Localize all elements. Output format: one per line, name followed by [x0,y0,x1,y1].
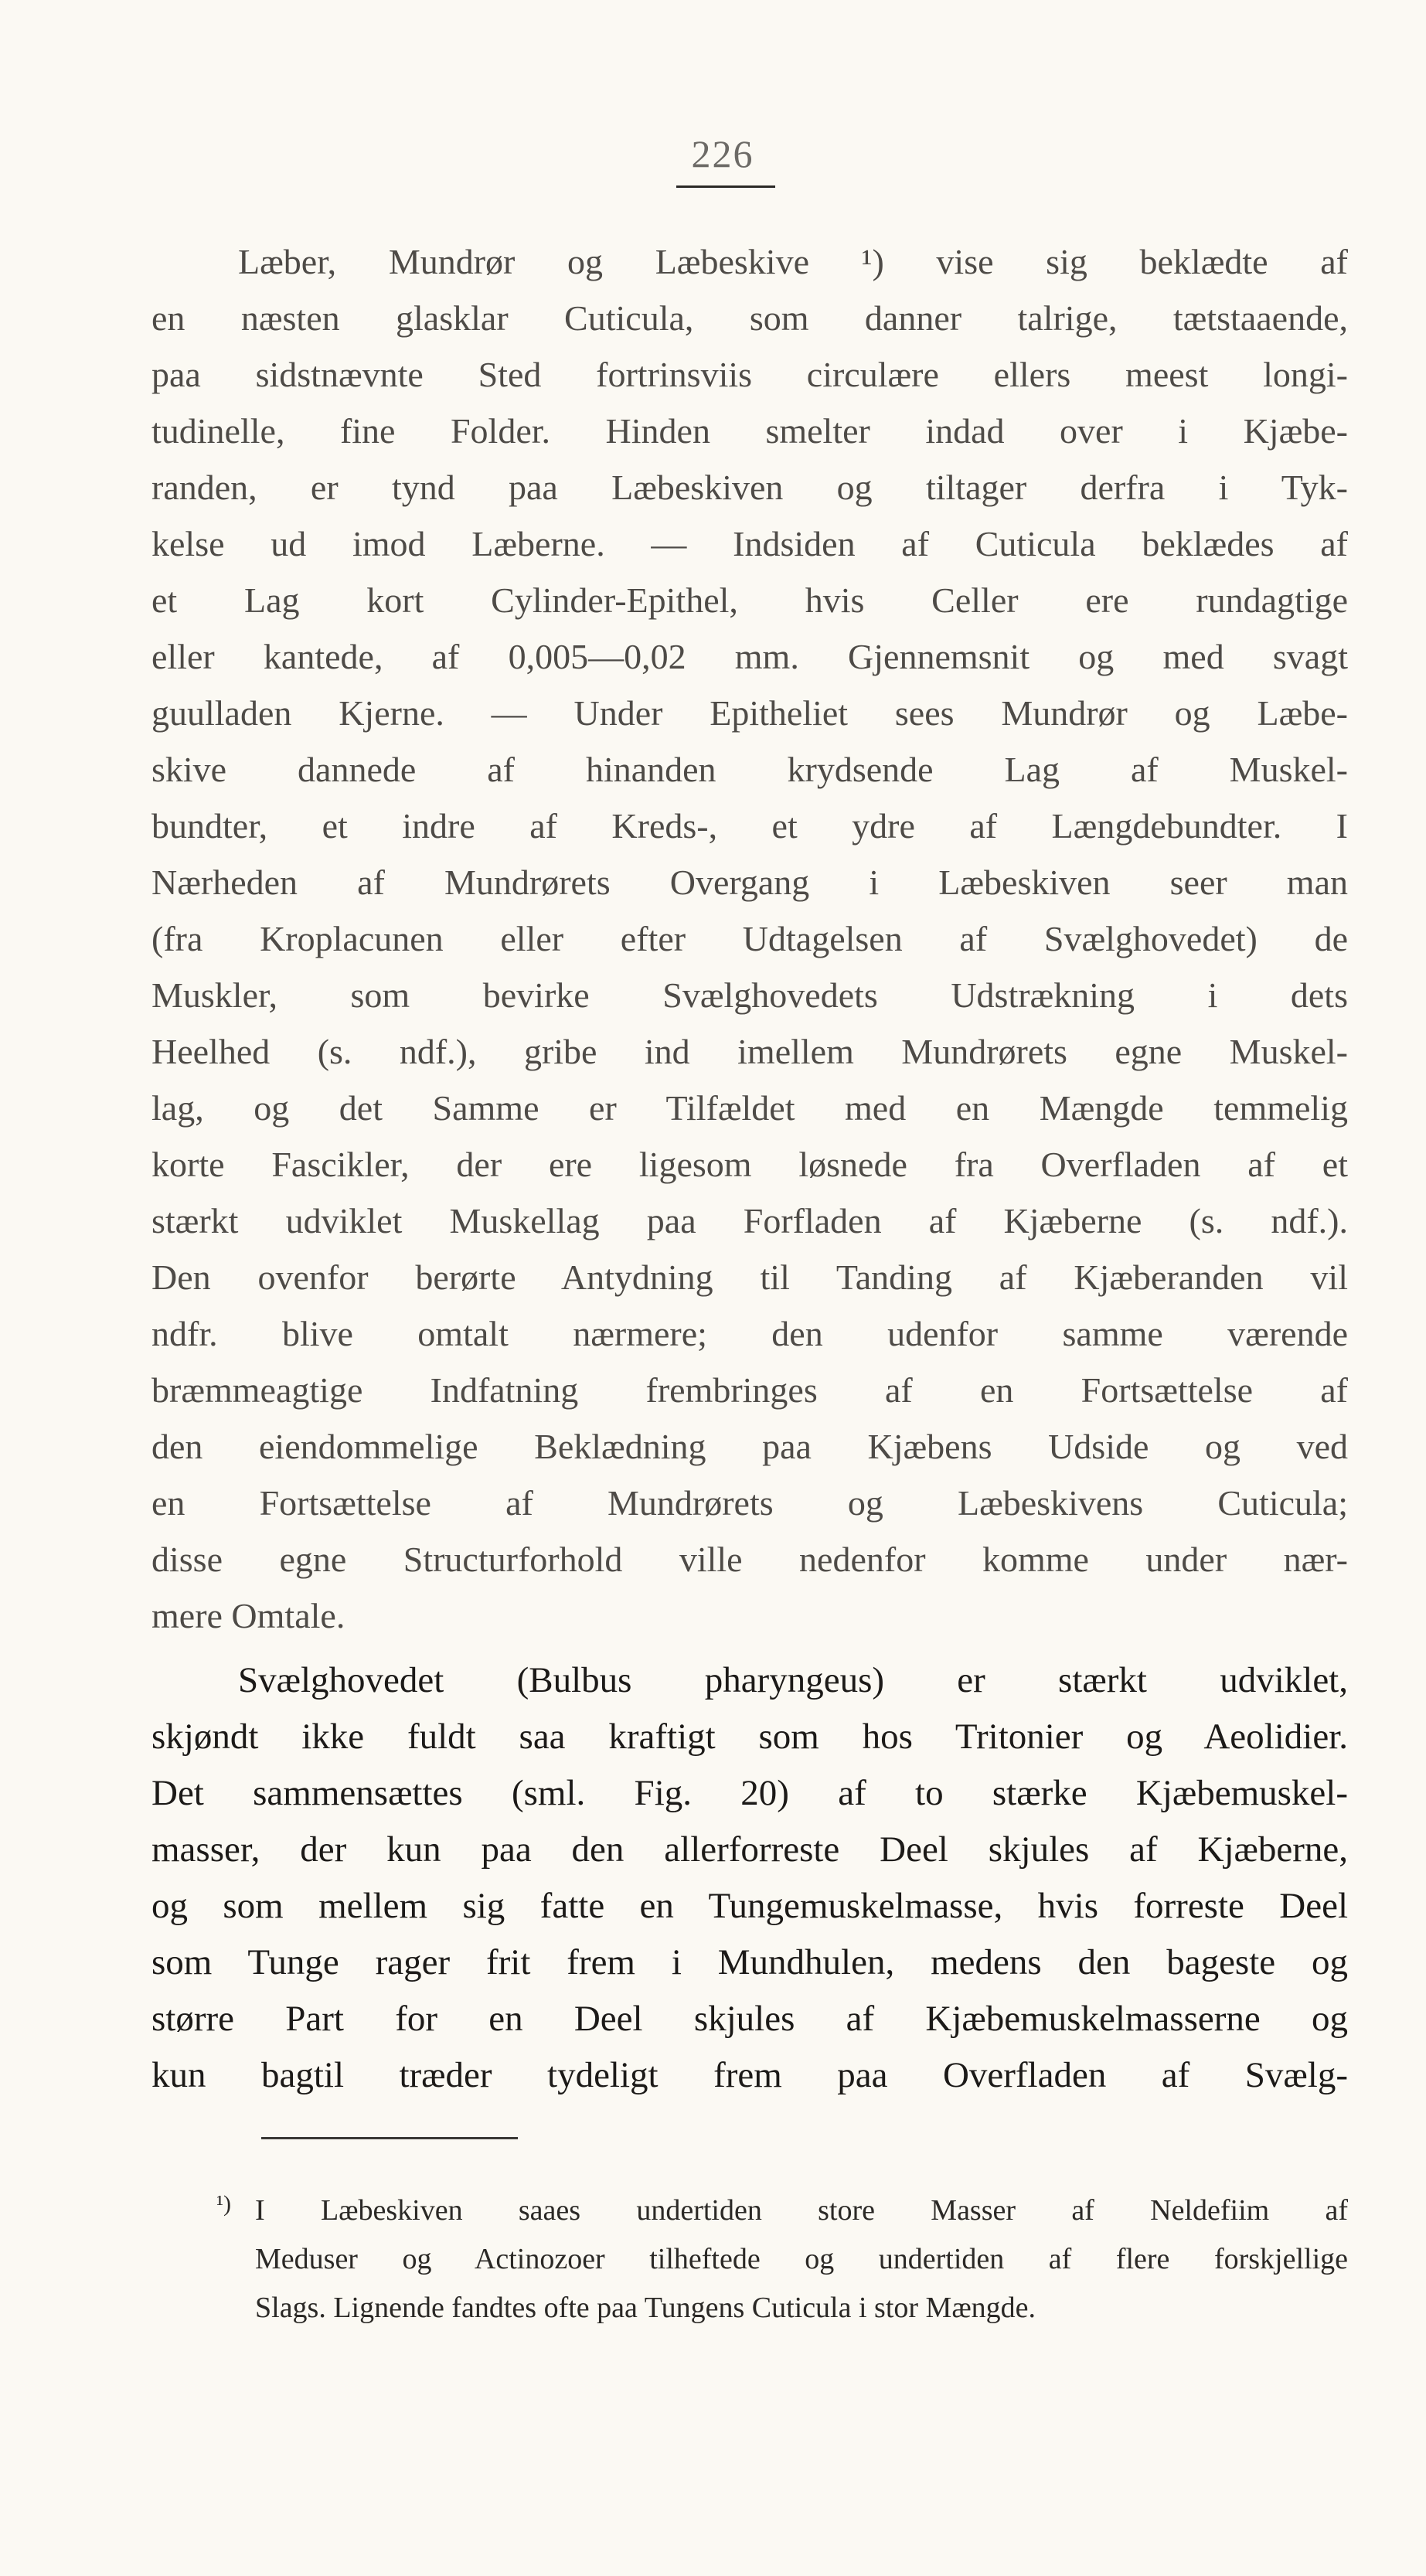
footnote-separator [261,2137,518,2139]
footnote-marker: ¹) [216,2191,231,2217]
text-line: Muskler, som bevirke Svælghovedets Udstrækning i dets [151,975,1348,1015]
footnote-line: I Læbeskiven saaes undertiden store Masser af Neldefiim af [255,2194,1348,2227]
text-line: ndfr. blive omtalt nærmere; den udenfor samme værende [151,1314,1348,1353]
text-line: Den ovenfor berørte Antydning til Tanding af Kjæberanden vil [151,1257,1348,1297]
text-line: som Tunge rager frit frem i Mundhulen, medens den bageste og [151,1942,1348,1982]
text-line: bundter, et indre af Kreds-, et ydre af Længdebundter. I [151,806,1348,846]
footnote-line: Slags. Lignende fandtes ofte paa Tungens Cuticula i stor Mængde. [255,2292,1036,2324]
text-line: guulladen Kjerne. — Under Epitheliet sees Mundrør og Læbe- [151,693,1348,733]
text-line: paa sidstnævnte Sted fortrinsviis circulære ellers meest longi- [151,355,1348,394]
text-line: en næsten glasklar Cuticula, som danner talrige, tætstaaende, [151,298,1348,338]
text-line: tudinelle, fine Folder. Hinden smelter indad over i Kjæbe- [151,411,1348,451]
text-line: randen, er tynd paa Læbeskiven og tiltager derfra i Tyk- [151,468,1348,507]
text-line: masser, der kun paa den allerforreste Deel skjules af Kjæberne, [151,1829,1348,1870]
text-line: lag, og det Samme er Tilfældet med en Mængde temmelig [151,1088,1348,1128]
text-line: Svælghovedet (Bulbus pharyngeus) er stærkt udviklet, [238,1660,1348,1700]
text-line: disse egne Structurforhold ville nedenfor komme under nær- [151,1540,1348,1579]
page-number-underline [676,185,775,188]
text-line: et Lag kort Cylinder-Epithel, hvis Celler ere rundagtige [151,580,1348,620]
text-line: Heelhed (s. ndf.), gribe ind imellem Mundrørets egne Muskel- [151,1032,1348,1071]
text-line: korte Fascikler, der ere ligesom løsnede fra Overfladen af et [151,1145,1348,1184]
text-line: eller kantede, af 0,005—0,02 mm. Gjennemsnit og med svagt [151,637,1348,676]
text-line: Læber, Mundrør og Læbeskive ¹) vise sig beklædte af [238,242,1348,281]
text-line: den eiendommelige Beklædning paa Kjæbens Udside og ved [151,1427,1348,1466]
text-line: kun bagtil træder tydeligt frem paa Overfladen af Svælg- [151,2055,1348,2095]
text-line: skive dannede af hinanden krydsende Lag af Muskel- [151,750,1348,789]
footnote-line: Meduser og Actinozoer tilheftede og undertiden af flere forskjellige [255,2243,1348,2275]
text-line: (fra Kroplacunen eller efter Udtagelsen af Svælghovedet) de [151,919,1348,958]
text-line: kelse ud imod Læberne. — Indsiden af Cuticula beklædes af [151,524,1348,563]
text-line: større Part for en Deel skjules af Kjæbemuskelmasserne og [151,1999,1348,2039]
text-line: stærkt udviklet Muskellag paa Forfladen af Kjæberne (s. ndf.). [151,1201,1348,1240]
text-line: bræmmeagtige Indfatning frembringes af en Fortsættelse af [151,1370,1348,1410]
text-line: og som mellem sig fatte en Tungemuskelmasse, hvis forreste Deel [151,1886,1348,1926]
text-line: skjøndt ikke fuldt saa kraftigt som hos Tritonier og Aeolidier. [151,1717,1348,1757]
text-line: mere Omtale. [151,1596,345,1635]
text-line: Det sammensættes (sml. Fig. 20) af to stærke Kjæbemuskel- [151,1773,1348,1813]
text-line: en Fortsættelse af Mundrørets og Læbeskivens Cuticula; [151,1483,1348,1523]
text-line: Nærheden af Mundrørets Overgang i Læbeskiven seer man [151,863,1348,902]
page-number: 226 [691,132,754,175]
